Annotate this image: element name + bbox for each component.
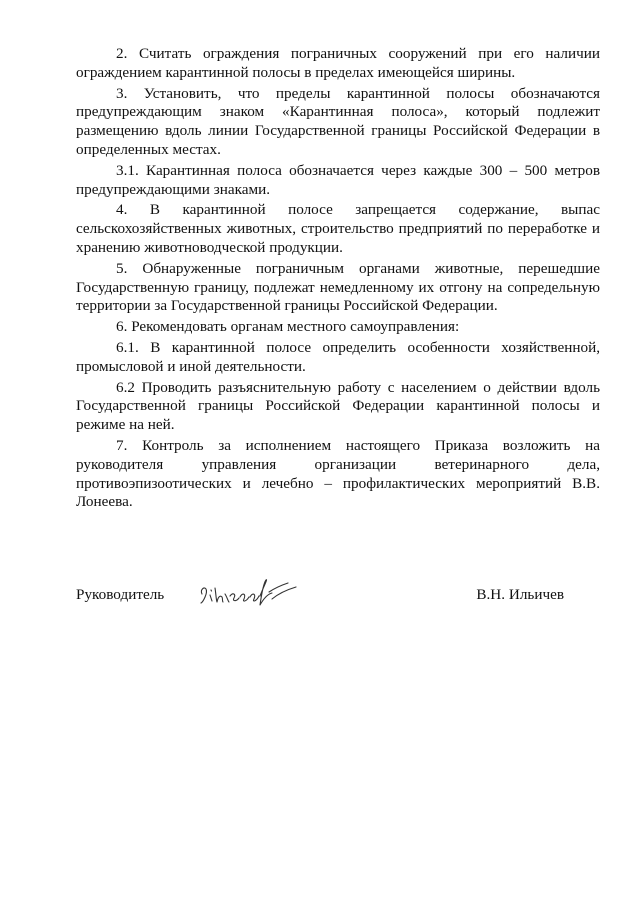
- signature-block: [76, 580, 600, 620]
- paragraph-3-1: 3.1. Карантинная полоса обозначается через каждые 300 – 500 метров предупреждающими знаками.: [76, 161, 600, 198]
- document-body: [76, 45, 600, 514]
- paragraph-4: 4. В карантинной полосе запрещается содержание, выпас сельскохозяйственных животных, строительство предприятий по переработке и хранению животноводческой продукции.: [76, 201, 600, 256]
- paragraph-7: 7. Контроль за исполнением настоящего Приказа возложить на руководителя управления организации ветеринарного дела, противоэпизоотических и лечебно – профилактических мероприятий В.В. Лонеева.: [76, 436, 600, 511]
- paragraph-6-2: 6.2 Проводить разъяснительную работу с населением о действии вдоль Государственной границы Российской Федерации карантинной полосы и режиме на ней.: [76, 378, 600, 434]
- paragraph-5: 5. Обнаруженные пограничным органами животные, перешедшие Государственную границу, подлежат немедленному их отгону на сопредельную территории за Государственной границы Российской Федерации.: [76, 259, 600, 315]
- signer-name: В.Н. Ильичев: [476, 586, 564, 603]
- paragraph-6: 6. Рекомендовать органам местного самоуправления:: [116, 318, 460, 336]
- signer-title: Руководитель: [76, 586, 165, 603]
- handwritten-signature: [196, 572, 306, 612]
- paragraph-2: 2. Считать ограждения пограничных сооружений при его наличии ограждением карантинной полосы в пределах имеющейся ширины.: [76, 45, 600, 81]
- paragraph-3: 3. Установить, что пределы карантинной полосы обозначаются предупреждающим знаком «Карантинная полоса», который подлежит размещению вдоль линии Государственной границы Российской Федерации в определенных местах.: [76, 84, 600, 158]
- paragraph-6-1: 6.1. В карантинной полосе определить особенности хозяйственной, промысловой и иной деятельности.: [76, 338, 600, 375]
